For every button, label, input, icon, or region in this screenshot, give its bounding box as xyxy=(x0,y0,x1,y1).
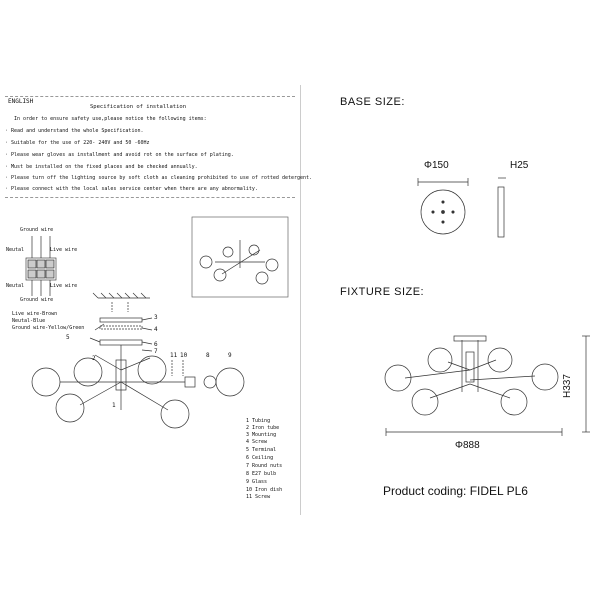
bullet-3: · Please wear gloves as installment and avoid rot on the surface of plating. xyxy=(5,152,234,158)
bullet-4: · Must be installed on the fixed places and be checked annually. xyxy=(5,164,198,170)
terminal-block-diagram xyxy=(26,236,56,296)
bullet-1: · Read and understand the whole Specification. xyxy=(5,128,144,134)
base-plate-drawing xyxy=(418,178,506,237)
callout-2: 2 xyxy=(92,355,96,362)
callout-1: 1 xyxy=(112,402,116,409)
wiring-legend-neutal: Neutal-Blue xyxy=(12,318,46,324)
parts-item-5: 5 Terminal xyxy=(246,447,277,453)
parts-item-9: 9 Glass xyxy=(246,479,268,485)
callout-4: 4 xyxy=(154,326,158,333)
product-coding: Product coding: FIDEL PL6 xyxy=(383,484,528,498)
callout-5: 5 xyxy=(66,334,70,341)
fixture-dimension-drawing xyxy=(385,336,590,436)
language-label: ENGLISH xyxy=(8,98,34,105)
callout-6: 6 xyxy=(154,341,158,348)
parts-item-3: 3 Mounting xyxy=(246,432,277,438)
fixture-height: H337 xyxy=(562,374,573,398)
wiring-live-top: Live wire xyxy=(50,247,78,253)
wiring-ground-bottom: Ground wire xyxy=(20,297,54,303)
parts-item-2: 2 Iron tube xyxy=(246,425,280,431)
wiring-ground-top: Ground wire xyxy=(20,227,54,233)
base-size-title: BASE SIZE: xyxy=(340,96,405,108)
parts-item-4: 4 Screw xyxy=(246,439,268,445)
wiring-live-bottom: Live wire xyxy=(50,283,78,289)
bullet-5: · Please turn off the lighting source by soft cloth as cleaning prohibited to use of rotted detergent. xyxy=(5,175,313,181)
base-height: H25 xyxy=(510,160,529,171)
bullet-6: · Please connect with the local sales service center when there are any abnormality. xyxy=(5,186,258,192)
parts-item-10: 10 Iron dish xyxy=(246,487,283,493)
parts-item-1: 1 Tubing xyxy=(246,418,271,424)
callout-7: 7 xyxy=(154,348,158,355)
fixture-size-title: FIXTURE SIZE: xyxy=(340,286,425,298)
wiring-neutal-bottom: Neutal xyxy=(6,283,25,289)
fixture-exploded-view xyxy=(32,345,244,428)
callout-3: 3 xyxy=(154,314,158,321)
wiring-neutal-top: Neutal xyxy=(6,247,25,253)
parts-item-7: 7 Round nuts xyxy=(246,463,283,469)
intro-text: In order to ensure safety use,please notice the following items: xyxy=(14,116,207,122)
callout-9: 9 xyxy=(228,352,232,359)
callout-8: 8 xyxy=(206,352,210,359)
ceiling-mount-exploded xyxy=(90,293,152,351)
base-diameter: Φ150 xyxy=(424,160,449,171)
callout-11: 11 xyxy=(170,352,178,359)
wiring-legend-ground: Ground wire-Yellow/Green xyxy=(12,325,85,331)
parts-item-6: 6 Ceiling xyxy=(246,455,274,461)
parts-item-8: 8 E27 bulb xyxy=(246,471,277,477)
callout-10: 10 xyxy=(180,352,188,359)
parts-item-11: 11 Screw xyxy=(246,494,271,500)
wiring-legend-live: Live wire-Brown xyxy=(12,311,58,317)
fixture-diameter: Φ888 xyxy=(455,440,480,451)
spec-title: Specification of installation xyxy=(90,104,187,110)
inset-view xyxy=(192,217,288,297)
bullet-2: · Suitable for the use of 220- 240V and 50 -60Hz xyxy=(5,140,150,146)
